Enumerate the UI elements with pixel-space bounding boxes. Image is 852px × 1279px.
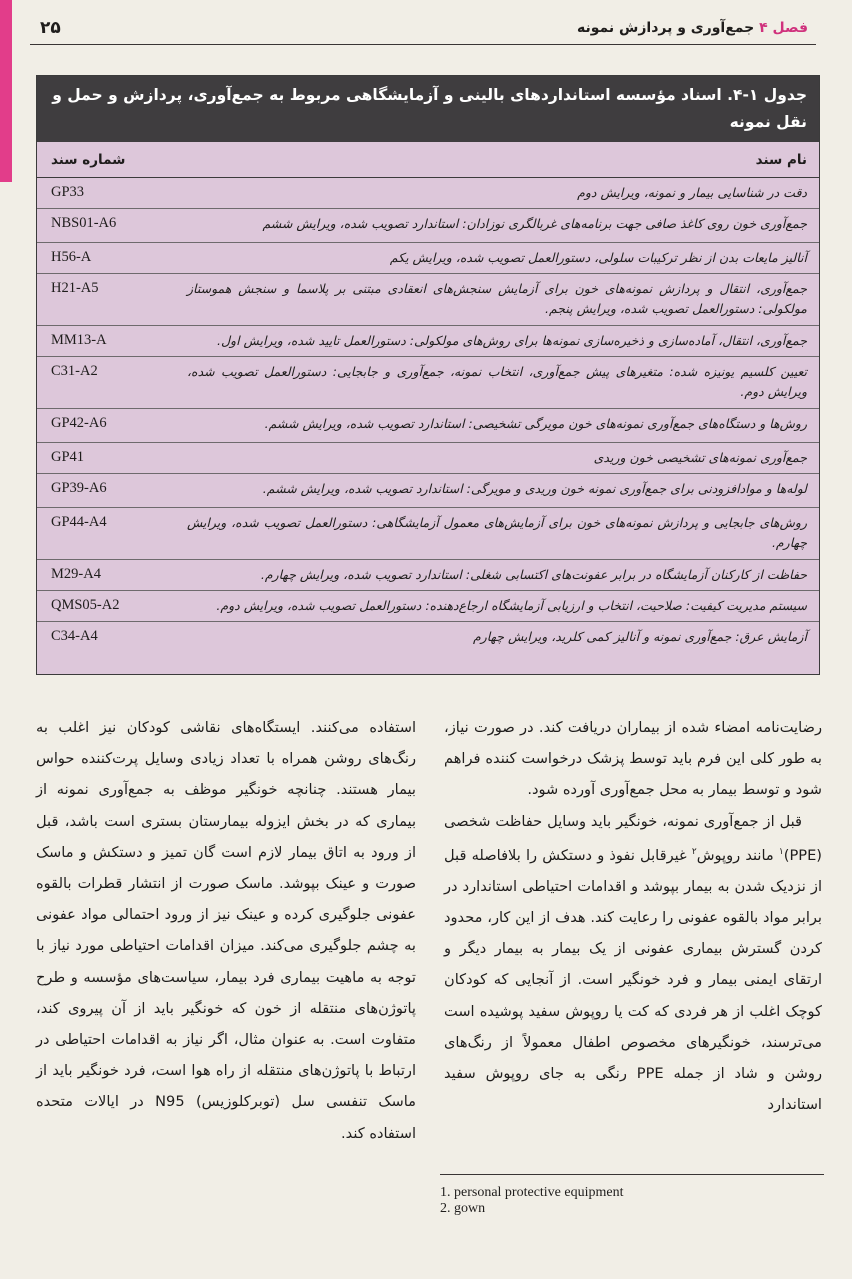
chapter-label: فصل ۴ [759, 20, 808, 36]
table-row [37, 508, 819, 560]
table-row [37, 178, 819, 209]
footnote: 2. gown [440, 1201, 486, 1216]
document-name: جمع‌آوری نمونه‌های تشخیصی خون وریدی [593, 450, 807, 465]
document-name: جمع‌آوری، انتقال، آماده‌سازی و ذخیره‌سازی نمونه‌ها برای روش‌های مولکولی: دستورالعمل تایید شده، ویرایش اول. [217, 333, 807, 348]
paragraph [444, 806, 822, 1121]
table-row [37, 591, 819, 622]
page-number: ۲۵ [40, 18, 61, 38]
column-header-doc: شماره سند [51, 152, 126, 168]
document-name: آنالیز مایعات بدن از نظر ترکیبات سلولی، دستورالعمل تصویب شده، ویرایش یکم [389, 250, 807, 265]
table-body [37, 178, 819, 656]
table-row [37, 474, 819, 508]
table-row [37, 274, 819, 326]
document-number: QMS05-A2 [51, 597, 120, 613]
document-number: GP42-A6 [51, 415, 107, 431]
document-number: C34-A4 [51, 628, 98, 644]
document-number: C31-A2 [51, 363, 98, 379]
document-number: GP41 [51, 449, 85, 465]
document-number: MM13-A [51, 332, 107, 348]
standards-table [36, 75, 820, 675]
table-header-row [37, 142, 819, 178]
chapter-heading [577, 20, 808, 36]
table-row [37, 243, 819, 274]
footnote: 1. personal protective equipment [440, 1185, 624, 1200]
document-name: سیستم مدیریت کیفیت: صلاحیت، انتخاب و ارزیابی آزمایشگاه ارجاع‌دهنده: دستورالعمل تصویب شده، ویرایش دوم. [216, 598, 807, 613]
footnote-marker: ۲ [691, 846, 697, 857]
paragraph: استفاده می‌کنند. ایستگاه‌های نقاشی کودکان نیز اغلب به رنگ‌های روشن همراه با تعداد زیادی وسایل پرت‌کننده حواس بیمار هستند. چنانچه خونگیر موظف به جمع‌آوری نمونه از بیماری که در بخش ایزوله بیمارستان بستری است باشد، قبل از ورود به اتاق بیمار لازم است گان تمیز و دستکش و ماسک صورت و عینک بپوشد. ماسک صورت از انتشار قطرات بالقوه عفونی جلوگیری کرده و عینک نیز از ورود احتمالی مواد عفونی به چشم جلوگیری می‌کند. میزان اقدامات احتیاطی مورد نیاز با توجه به ماهیت بیماری فرد بیمار، سیاست‌های مؤسسه و طرح پاتوژن‌های منتقله از خون که خونگیر باید از آن پیروی کند، متفاوت است. به عنوان مثال، اگر نیاز به اقدامات احتیاطی در ارتباط با پاتوژن‌های منتقله از راه هوا است، فرد خونگیر باید از ماسک تنفسی سل (توبرکلوزیس) N95 در ایالات متحده استفاده کند. [36, 719, 416, 1142]
paragraph: رضایت‌نامه امضاء شده از بیماران دریافت کند. در صورت نیاز، به طور کلی این فرم باید توسط پزشک درخواست کننده فراهم شود و توسط بیمار به محل جمع‌آوری آورده شود. [444, 719, 822, 799]
document-name: روش‌های جابجایی و پردازش نمونه‌های خون برای آزمایش‌های معمول آزمایشگاهی: دستورالعمل تصویب شده، ویرایش چهارم. [187, 515, 807, 550]
chapter-title: جمع‌آوری و پردازش نمونه [576, 20, 755, 36]
document-name: تعیین کلسیم یونیزه شده: متغیرهای پیش جمع‌آوری، انتخاب نمونه، جمع‌آوری و جابجایی: دستورالعمل تصویب شده، ویرایش دوم. [187, 364, 807, 399]
paragraph-text: قبل از جمع‌آوری نمونه، خونگیر باید وسایل حفاظت شخصی (PPE) [444, 812, 822, 864]
document-number: H21-A5 [51, 280, 99, 296]
table-row [37, 326, 819, 357]
body-column-left [36, 712, 416, 1149]
document-number: H56-A [51, 249, 92, 265]
table-row [37, 560, 819, 591]
table-row [37, 357, 819, 409]
document-number: M29-A4 [51, 566, 101, 582]
document-number: GP33 [51, 184, 85, 200]
document-name: جمع‌آوری، انتقال و پردازش نمونه‌های خون برای آزمایش سنجش‌های انعقادی مبتنی بر پلاسما و سنجش هموستاز مولکولی: دستورالعمل تصویب شده، ویرایش پنجم. [187, 281, 807, 316]
paragraph-text: مانند روپوش [696, 846, 779, 864]
document-name: لوله‌ها و موادافزودنی برای جمع‌آوری نمونه خون وریدی و مویرگی: استاندارد تصویب شده، ویرایش ششم. [262, 481, 807, 496]
table-row [37, 443, 819, 474]
table-row [37, 409, 819, 443]
document-name: آزمایش عرق: جمع‌آوری نمونه و آنالیز کمی کلرید، ویرایش چهارم [472, 629, 807, 644]
chapter-color-tab [0, 0, 12, 182]
document-name: حفاظت از کارکنان آزمایشگاه در برابر عفونت‌های اکتسابی شغلی: استاندارد تصویب شده، ویرایش چهارم. [260, 567, 807, 582]
document-name: جمع‌آوری خون روی کاغذ صافی جهت برنامه‌های غربالگری نوزادان: استاندارد تصویب شده، ویرایش ششم [262, 216, 807, 231]
document-number: NBS01-A6 [51, 215, 117, 231]
document-name: روش‌ها و دستگاه‌های جمع‌آوری نمونه‌های خون مویرگی تشخیصی: استاندارد تصویب شده، ویرایش ششم. [264, 416, 807, 431]
body-column-right [444, 712, 822, 1121]
footnote-marker: ۱ [778, 846, 784, 857]
table-row [37, 622, 819, 656]
footnotes [440, 1174, 824, 1217]
document-number: GP44-A4 [51, 514, 107, 530]
column-header-name: نام سند [755, 152, 807, 168]
paragraph-text: غیرقابل نفوذ و دستکش را بلافاصله قبل از نزدیک شدن به بیمار بپوشد و اقدامات احتیاطی استاندارد در برابر مواد بالقوه عفونی را رعایت کند. هدف از این کار، محدود کردن گسترش بیماری عفونی از یک بیمار به بیمار دیگر و ارتقای ایمنی بیمار و فرد خونگیر است. از آنجایی که کودکان کوچک اغلب از هر فردی که کت یا روپوش سفید پوشیده است می‌ترسند، خونگیرهای مخصوص اطفال معمولاً از رنگ‌های روشن و شاد از جمله PPE رنگی به جای روپوش سفید استاندارد [444, 846, 822, 1114]
document-number: GP39-A6 [51, 480, 107, 496]
document-name: دقت در شناسایی بیمار و نمونه، ویرایش دوم [577, 185, 807, 200]
table-row [37, 209, 819, 243]
running-header [30, 10, 816, 45]
table-caption: جدول ۱-۴. اسناد مؤسسه استانداردهای بالینی و آزمایشگاهی مربوط به جمع‌آوری، پردازش و حمل و نقل نمونه [37, 76, 819, 142]
